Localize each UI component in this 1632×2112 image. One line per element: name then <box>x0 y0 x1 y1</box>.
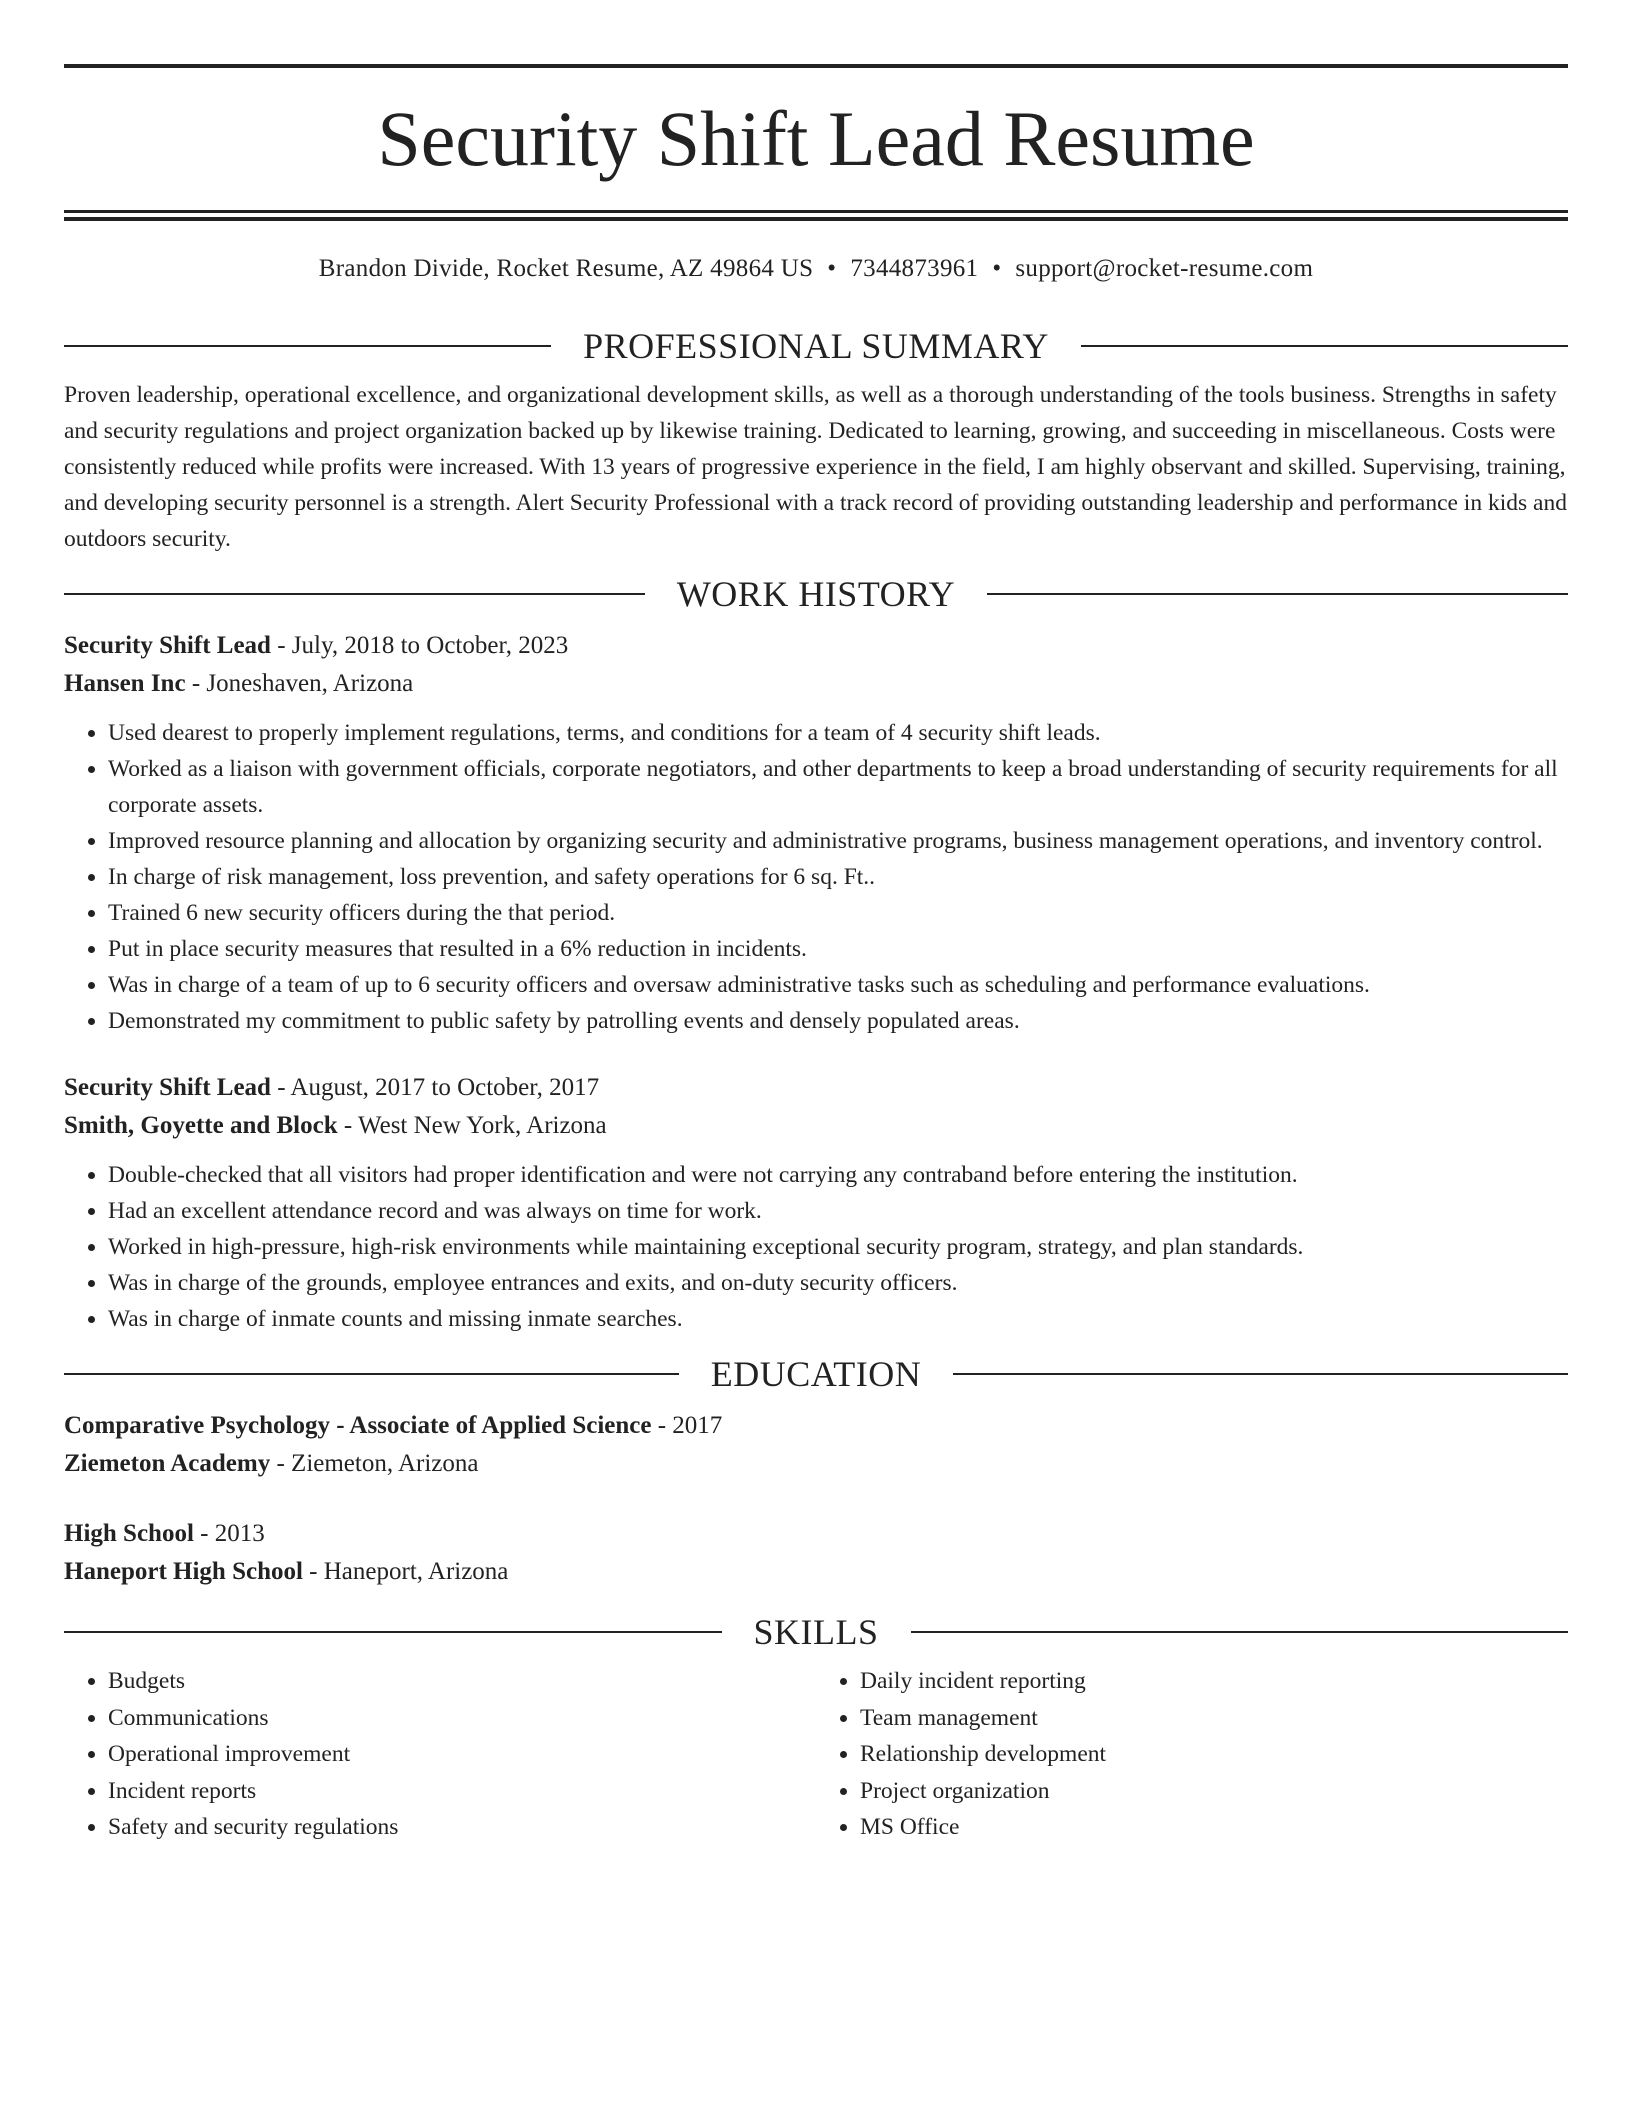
skill-item: • Team management <box>860 1700 1568 1737</box>
education-location: - Ziemeton, Arizona <box>270 1450 479 1477</box>
job-title-line <box>64 627 1568 665</box>
education-entry <box>64 1407 1568 1483</box>
resume-title: Security Shift Lead Resume <box>377 95 1255 182</box>
list-item: • Had an excellent attendance record and was always on time for work. <box>108 1193 1568 1229</box>
list-item: • Trained 6 new security officers during the that period. <box>108 895 1568 931</box>
education-school-line <box>64 1553 1568 1591</box>
section-heading-label: WORK HISTORY <box>676 574 956 614</box>
job-location: - West New York, Arizona <box>337 1112 607 1139</box>
heading-rule <box>64 345 551 347</box>
job-bullets <box>64 715 1568 1039</box>
job-company: Smith, Goyette and Block <box>64 1112 338 1139</box>
skill-item: • Daily incident reporting <box>860 1663 1568 1700</box>
section-heading-education <box>64 1353 1568 1395</box>
skill-item: • Incident reports <box>108 1773 816 1810</box>
job-entry <box>64 627 1568 1039</box>
contact-line <box>64 255 1568 283</box>
job-company-line <box>64 665 1568 703</box>
education-location: - Haneport, Arizona <box>302 1558 509 1585</box>
education-degree-line <box>64 1407 1568 1445</box>
list-item: • Double-checked that all visitors had proper identification and were not carrying any contraband before entering the institution. <box>108 1157 1568 1193</box>
contact-address: Brandon Divide, Rocket Resume, AZ 49864 US <box>318 255 814 282</box>
skills-columns <box>64 1653 1568 1846</box>
title-double-rule <box>64 210 1568 221</box>
skills-list-left <box>64 1663 816 1846</box>
contact-separator: • <box>827 255 837 282</box>
summary-text: Proven leadership, operational excellence, and organizational development skills, as well as a thorough understanding of the tools business. Strengths in safety and security regulations and project organization backed up by likewise training. Dedicated to learning, growing, and succeeding in miscellaneous. Costs were consistently reduced while profits were increased. With 13 years of progressive experience in the field, I am highly observant and skilled. Supervising, training, and developing security personnel is a strength. Alert Security Professional with a track record of providing outstanding leadership and performance in kids and outdoors security. <box>64 382 1567 552</box>
list-item: • Was in charge of inmate counts and missing inmate searches. <box>108 1301 1568 1337</box>
section-heading-label: EDUCATION <box>710 1354 922 1394</box>
contact-separator: • <box>992 255 1002 282</box>
contact-email[interactable]: support@rocket-resume.com <box>1015 255 1314 282</box>
job-company-line <box>64 1107 1568 1145</box>
section-heading-summary <box>64 325 1568 367</box>
job-company: Hansen Inc <box>64 670 186 697</box>
skills-list-right <box>816 1663 1568 1846</box>
skill-item: • Safety and security regulations <box>108 1809 816 1846</box>
education-school-line <box>64 1445 1568 1483</box>
section-heading-label: SKILLS <box>753 1612 879 1652</box>
education-year: - 2013 <box>193 1520 265 1547</box>
resume-page <box>64 64 1568 1846</box>
list-item: • Improved resource planning and allocation by organizing security and administrative programs, business management operations, and inventory control. <box>108 823 1568 859</box>
education-degree-line <box>64 1515 1568 1553</box>
heading-rule <box>64 1373 679 1375</box>
list-item: • Was in charge of a team of up to 6 security officers and oversaw administrative tasks such as scheduling and performance evaluations. <box>108 967 1568 1003</box>
education-year: - 2017 <box>651 1412 723 1439</box>
list-item: • Demonstrated my commitment to public safety by patrolling events and densely populated areas. <box>108 1003 1568 1039</box>
heading-rule <box>987 593 1568 595</box>
section-heading-label: PROFESSIONAL SUMMARY <box>583 326 1049 366</box>
list-item: • In charge of risk management, loss prevention, and safety operations for 6 sq. Ft.. <box>108 859 1568 895</box>
list-item: • Was in charge of the grounds, employee entrances and exits, and on-duty security officers. <box>108 1265 1568 1301</box>
section-heading-work-history <box>64 573 1568 615</box>
education-degree: High School <box>64 1520 194 1547</box>
skill-item: • MS Office <box>860 1809 1568 1846</box>
job-dates: - August, 2017 to October, 2017 <box>270 1074 600 1101</box>
heading-rule <box>64 1631 722 1633</box>
heading-rule <box>1081 345 1568 347</box>
job-dates: - July, 2018 to October, 2023 <box>270 632 569 659</box>
skill-item: • Relationship development <box>860 1736 1568 1773</box>
education-entry <box>64 1515 1568 1591</box>
skill-item: • Project organization <box>860 1773 1568 1810</box>
job-title: Security Shift Lead <box>64 632 271 659</box>
skill-item: • Operational improvement <box>108 1736 816 1773</box>
list-item: • Worked as a liaison with government officials, corporate negotiators, and other departments to keep a broad understanding of security requirements for all corporate assets. <box>108 751 1568 823</box>
job-title-line <box>64 1069 1568 1107</box>
education-school: Haneport High School <box>64 1558 303 1585</box>
job-location: - Joneshaven, Arizona <box>185 670 414 697</box>
heading-rule <box>953 1373 1568 1375</box>
skill-item: • Budgets <box>108 1663 816 1700</box>
list-item: • Put in place security measures that resulted in a 6% reduction in incidents. <box>108 931 1568 967</box>
education-degree: Comparative Psychology - Associate of Applied Science <box>64 1412 652 1439</box>
education-school: Ziemeton Academy <box>64 1450 271 1477</box>
contact-phone[interactable]: 7344873961 <box>850 255 979 282</box>
job-entry <box>64 1069 1568 1337</box>
skill-item: • Communications <box>108 1700 816 1737</box>
job-bullets <box>64 1157 1568 1337</box>
section-heading-skills <box>64 1611 1568 1653</box>
heading-rule <box>64 593 645 595</box>
list-item: • Worked in high-pressure, high-risk environments while maintaining exceptional security program, strategy, and plan standards. <box>108 1229 1568 1265</box>
heading-rule <box>911 1631 1569 1633</box>
job-title: Security Shift Lead <box>64 1074 271 1101</box>
list-item: • Used dearest to properly implement regulations, terms, and conditions for a team of 4 security shift leads. <box>108 715 1568 751</box>
